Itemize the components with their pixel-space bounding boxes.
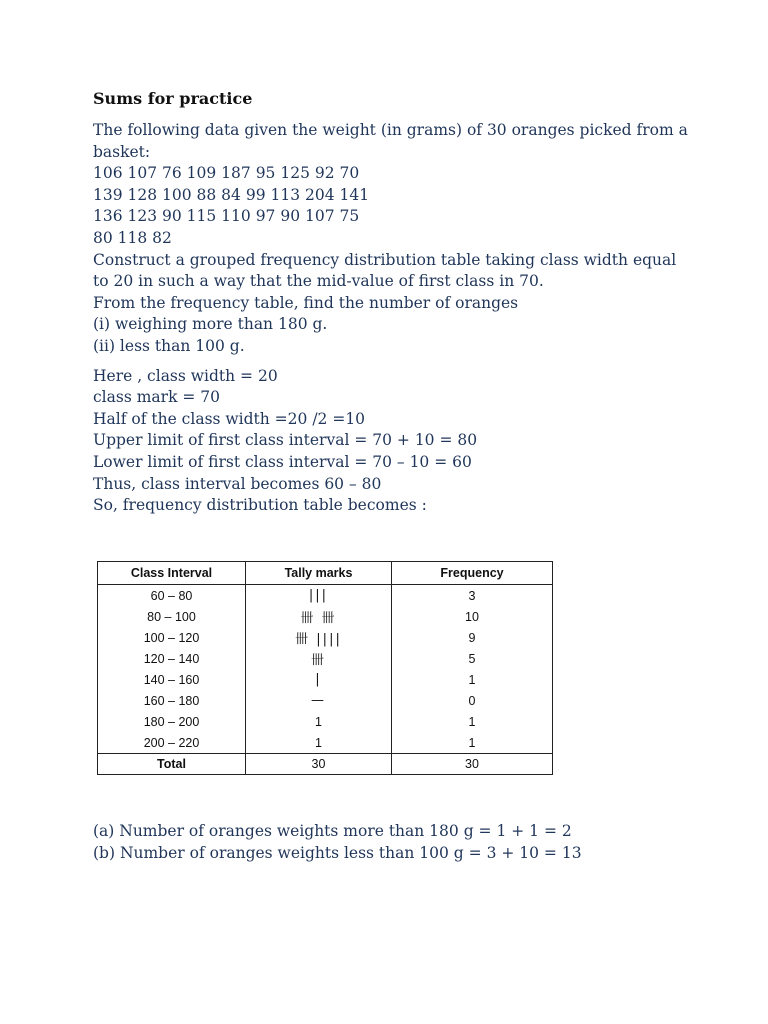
problem-intro-line-2: basket: <box>93 142 151 161</box>
cell-interval: 140 – 160 <box>98 669 246 690</box>
table-row <box>98 669 553 690</box>
header-class-interval: Class Interval <box>98 562 246 585</box>
cell-tally: 卌 卌 <box>246 606 392 627</box>
table-row <box>98 732 553 754</box>
solution-line-2: class mark = 70 <box>93 388 221 407</box>
cell-tally: 卌 |||| <box>246 627 392 648</box>
question-part-i: (i) weighing more than 180 g. <box>93 315 328 334</box>
document-body <box>93 88 733 517</box>
cell-interval: 160 – 180 <box>98 690 246 711</box>
cell-tally: 1 <box>246 711 392 732</box>
cell-interval: 80 – 100 <box>98 606 246 627</box>
total-tally: 30 <box>246 754 392 775</box>
solution-line-3: Half of the class width =20 /2 =10 <box>93 409 366 428</box>
header-frequency: Frequency <box>392 562 553 585</box>
table-header-row <box>98 562 553 585</box>
frequency-table-image <box>97 561 553 775</box>
task-line-1: Construct a grouped frequency distribution table taking class width equal <box>93 250 677 269</box>
task-line-3: From the frequency table, find the number of oranges <box>93 293 519 312</box>
cell-interval: 120 – 140 <box>98 648 246 669</box>
data-row-1: 106 107 76 109 187 95 125 92 70 <box>93 164 360 183</box>
header-tally-marks: Tally marks <box>246 562 392 585</box>
cell-frequency: 1 <box>392 669 553 690</box>
solution-line-6: Thus, class interval becomes 60 – 80 <box>93 474 382 493</box>
problem-intro-line-1: The following data given the weight (in grams) of 30 oranges picked from a <box>93 121 688 139</box>
cell-tally: 1 <box>246 732 392 754</box>
section-heading: Sums for practice <box>93 89 253 108</box>
answer-a: (a) Number of oranges weights more than 180 g = 1 + 1 = 2 <box>93 822 572 840</box>
table-row <box>98 690 553 711</box>
answers-block <box>93 821 582 864</box>
cell-tally: | <box>246 669 392 690</box>
cell-frequency: 0 <box>392 690 553 711</box>
total-label: Total <box>98 754 246 775</box>
cell-frequency: 3 <box>392 585 553 607</box>
cell-tally: — <box>246 690 392 711</box>
table-total-row <box>98 754 553 775</box>
answer-b: (b) Number of oranges weights less than 100 g = 3 + 10 = 13 <box>93 843 582 862</box>
table-row <box>98 648 553 669</box>
cell-tally: ||| <box>246 585 392 607</box>
cell-frequency: 5 <box>392 648 553 669</box>
data-row-4: 80 118 82 <box>93 228 172 247</box>
cell-interval: 60 – 80 <box>98 585 246 607</box>
solution-line-4: Upper limit of first class interval = 70 + 10 = 80 <box>93 431 478 450</box>
frequency-table <box>97 561 553 775</box>
table-row <box>98 585 553 607</box>
solution-line-5: Lower limit of first class interval = 70 – 10 = 60 <box>93 452 472 471</box>
cell-frequency: 10 <box>392 606 553 627</box>
cell-tally: 卌 <box>246 648 392 669</box>
cell-interval: 180 – 200 <box>98 711 246 732</box>
solution-line-7: So, frequency distribution table becomes : <box>93 496 427 515</box>
total-frequency: 30 <box>392 754 553 775</box>
cell-frequency: 1 <box>392 711 553 732</box>
cell-interval: 200 – 220 <box>98 732 246 754</box>
solution-line-1: Here , class width = 20 <box>93 366 278 385</box>
task-line-2: to 20 in such a way that the mid-value of first class in 70. <box>93 272 544 291</box>
cell-frequency: 9 <box>392 627 553 648</box>
cell-interval: 100 – 120 <box>98 627 246 648</box>
data-row-2: 139 128 100 88 84 99 113 204 141 <box>93 185 370 204</box>
data-row-3: 136 123 90 115 110 97 90 107 75 <box>93 207 360 226</box>
table-row <box>98 606 553 627</box>
cell-frequency: 1 <box>392 732 553 754</box>
table-row <box>98 627 553 648</box>
table-row <box>98 711 553 732</box>
question-part-ii: (ii) less than 100 g. <box>93 336 245 355</box>
